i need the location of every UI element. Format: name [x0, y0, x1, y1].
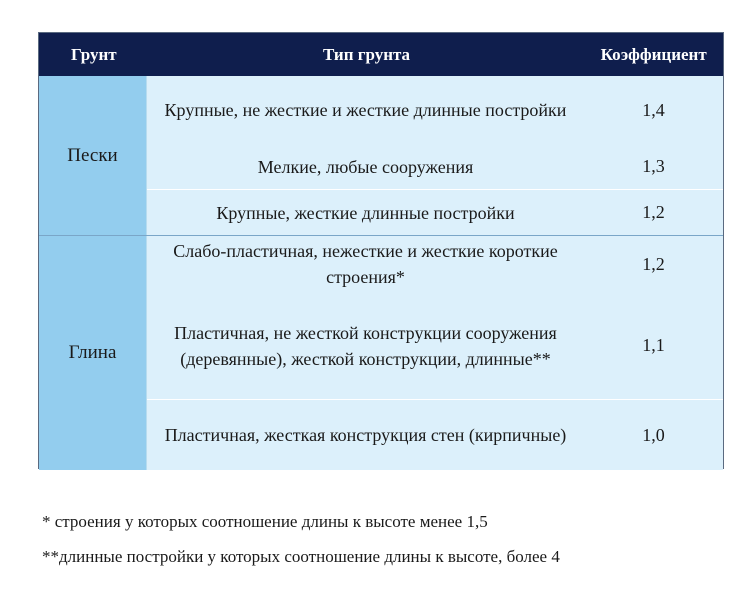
table-row	[147, 236, 723, 292]
coefficient-cell: 1,4	[642, 99, 665, 120]
soil-type-cell: Слабо-пластичная, нежесткие и жесткие короткие строения*	[173, 241, 558, 287]
coefficient-cell: 1,3	[642, 156, 665, 176]
footnote-long-buildings: **длинные постройки у которых соотношение длины к высоте, более 4	[42, 547, 560, 566]
group-sands	[39, 76, 723, 235]
coefficient-cell: 1,2	[642, 202, 665, 222]
coefficient-cell: 1,1	[642, 335, 665, 355]
coefficient-cell: 1,2	[642, 253, 665, 274]
soil-type-cell: Крупные, не жесткие и жесткие длинные постройки	[164, 100, 567, 120]
soil-coefficient-table	[38, 32, 724, 469]
footnote-short-buildings: * строения у которых соотношение длины к высоте менее 1,5	[42, 512, 488, 531]
header-soil-type: Тип грунта	[323, 44, 411, 64]
table-row	[147, 189, 723, 235]
coefficient-cell: 1,0	[642, 424, 665, 445]
table-header	[39, 33, 723, 76]
soil-type-cell: Пластичная, не жесткой конструкции сооружения (деревянные), жесткой конструкции, длинные**	[174, 322, 557, 369]
table-row	[147, 399, 723, 470]
table-row	[147, 76, 723, 144]
header-coefficient: Коэффициент	[600, 44, 707, 64]
group-label: Глина	[39, 236, 147, 470]
table-row	[147, 292, 723, 399]
group-label: Пески	[39, 76, 147, 235]
header-soil: Грунт	[71, 44, 117, 64]
table-row	[147, 144, 723, 189]
soil-type-cell: Крупные, жесткие длинные постройки	[216, 202, 515, 223]
soil-type-cell: Пластичная, жесткая конструкция стен (кирпичные)	[164, 425, 567, 445]
soil-type-cell: Мелкие, любые сооружения	[257, 156, 474, 177]
group-clay	[39, 235, 723, 470]
